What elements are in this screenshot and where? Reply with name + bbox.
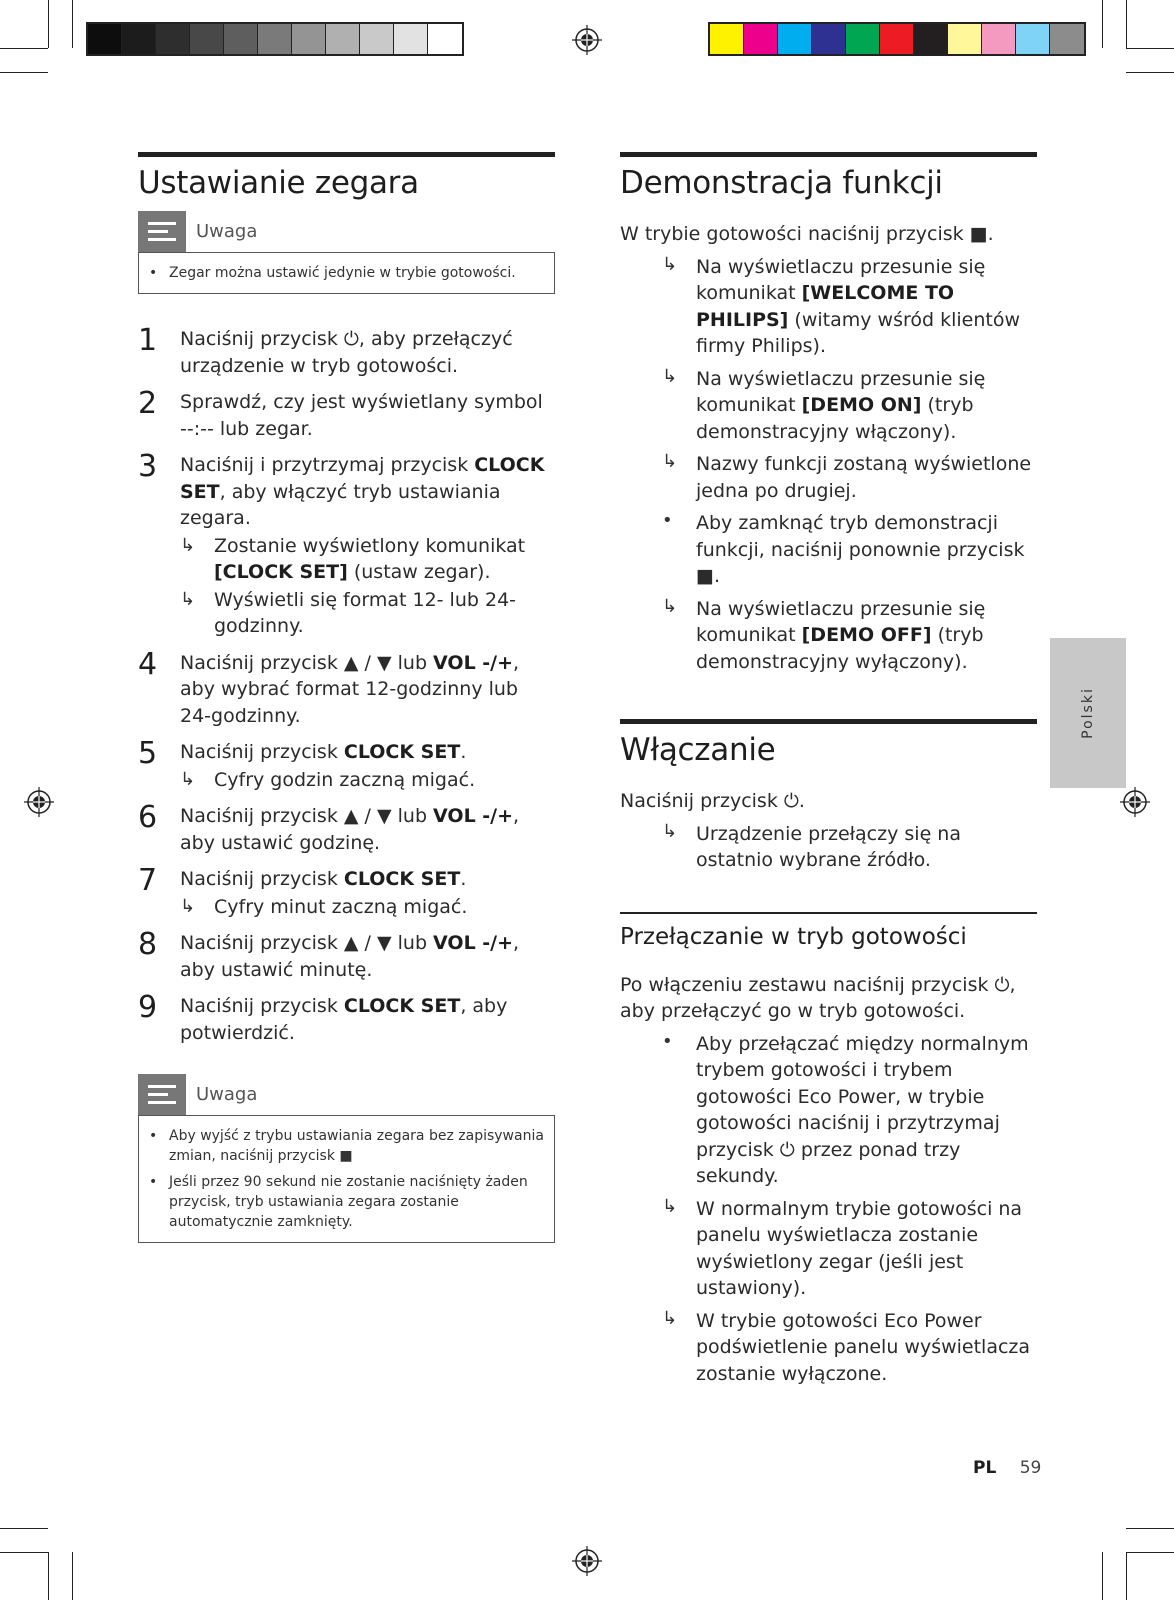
result-arrow-icon: ↳ <box>662 365 678 387</box>
result-item <box>662 451 1037 504</box>
text-run: Urządzenie przełączy się na ostatnio wybrane źródło. <box>696 822 961 871</box>
grayscale-calibration-bar <box>86 22 464 56</box>
section-title: Ustawianie zegara <box>138 152 555 203</box>
item-text <box>696 596 1037 676</box>
note-item-text: Jeśli przez 90 sekund nie zostanie naciśnięty żaden przycisk, tryb ustawiania zegara zostanie automatycznie zamknięty. <box>169 1174 528 1230</box>
color-swatch <box>1050 24 1084 54</box>
bold-term: [CLOCK SET] <box>214 561 348 583</box>
item-text <box>696 1308 1037 1388</box>
bold-term: CLOCK SET <box>343 741 461 763</box>
text-run: Naciśnij przycisk ⏻, aby przełączyć urządzenie w tryb gotowości. <box>180 328 513 377</box>
text-run: Naciśnij przycisk <box>180 741 344 763</box>
bold-term: [WELCOME TO PHILIPS] <box>696 282 955 331</box>
text-run: Sprawdź, czy jest wyświetlany symbol --:-- lub zegar. <box>180 391 543 440</box>
item-text <box>696 451 1037 504</box>
text-run: , aby ustawić minutę. <box>180 932 520 981</box>
subsection-title: Przełączanie w tryb gotowości <box>620 912 1037 952</box>
power-intro: Naciśnij przycisk ⏻. <box>620 790 805 812</box>
bullet-icon: • <box>662 510 673 531</box>
language-tab <box>1050 638 1126 788</box>
text-run: . <box>460 741 467 763</box>
text-run: Cyfry godzin zaczną migać. <box>214 768 476 791</box>
step-result <box>180 767 475 794</box>
section-title: Włączanie <box>620 719 1037 770</box>
step-text <box>180 739 475 793</box>
item-text <box>696 366 1037 446</box>
text-run: (witamy wśród klientów firmy Philips). <box>696 308 1020 357</box>
color-swatch <box>710 24 744 54</box>
bullet-icon: • <box>149 1174 158 1190</box>
step-result-text <box>214 767 475 794</box>
note-box <box>138 1074 555 1243</box>
color-swatch <box>156 24 190 54</box>
text-run: Aby zamknąć tryb demonstracji funkcji, naciśnij ponownie przycisk ■. <box>696 512 1025 587</box>
note-header <box>138 1074 555 1115</box>
standby-intro: Po włączeniu zestawu naciśnij przycisk ⏻, aby przełączyć go w tryb gotowości. <box>620 973 1016 1022</box>
text-run: Zostanie wyświetlony komunikat <box>214 534 526 557</box>
result-arrow-icon: ↳ <box>662 1195 678 1217</box>
text-run: Na wyświetlaczu przesunie się komunikat <box>696 597 986 646</box>
step-number: 9 <box>138 990 158 1025</box>
text-run: Aby przełączać między normalnym trybem gotowości i trybem gotowości Eco Power, w trybie gotowości naciśnij i przytrzymaj przycisk ⏻ przez ponad trzy sekundy. <box>696 1032 1029 1187</box>
step-item <box>138 449 555 640</box>
item-text <box>696 1196 1037 1302</box>
bullet-item <box>662 510 1037 590</box>
bullet-icon: • <box>149 1128 158 1144</box>
result-arrow-icon: ↳ <box>180 895 196 917</box>
result-arrow-icon: ↳ <box>662 595 678 617</box>
result-arrow-icon: ↳ <box>662 253 678 275</box>
text-run: Naciśnij przycisk <box>180 995 344 1017</box>
step-result-text <box>214 894 467 921</box>
text-run: Na wyświetlaczu przesunie się komunikat <box>696 367 986 416</box>
demo-items <box>620 254 1037 676</box>
item-text <box>696 821 1037 874</box>
text-run: Naciśnij przycisk <box>180 868 344 890</box>
text-run: , aby potwierdzić. <box>180 995 508 1044</box>
color-swatch <box>880 24 914 54</box>
step-text <box>180 930 555 983</box>
text-run: (ustaw zegar). <box>347 561 491 583</box>
item-text <box>696 1031 1037 1190</box>
text-run: (tryb demonstracyjny włączony). <box>696 394 974 443</box>
result-item <box>662 1196 1037 1302</box>
bold-term: CLOCK SET <box>343 868 461 890</box>
step-result-text <box>214 587 555 640</box>
step-item <box>138 800 555 856</box>
text-run: Nazwy funkcji zostaną wyświetlone jedna po drugiej. <box>696 453 1032 502</box>
step-item <box>138 736 555 793</box>
color-swatch <box>122 24 156 54</box>
registration-mark-icon <box>1120 787 1150 817</box>
color-swatch <box>428 24 462 54</box>
page-number: 59 <box>1019 1458 1042 1478</box>
color-swatch <box>914 24 948 54</box>
registration-mark-icon <box>24 787 54 817</box>
result-item <box>662 1308 1037 1388</box>
step-item <box>138 386 555 442</box>
language-tab-label: Polski <box>1080 687 1096 739</box>
result-arrow-icon: ↳ <box>662 820 678 842</box>
step-number: 8 <box>138 927 158 962</box>
section-title: Demonstracja funkcji <box>620 152 1037 203</box>
footer-language: PL <box>973 1458 997 1478</box>
result-arrow-icon: ↳ <box>662 451 678 472</box>
color-swatch <box>778 24 812 54</box>
step-result-text <box>214 533 555 586</box>
registration-mark-icon <box>572 25 602 55</box>
standby-items <box>620 1031 1037 1388</box>
text-run: . <box>460 868 467 890</box>
text-run: , aby włączyć tryb ustawiania zegara. <box>180 480 501 529</box>
result-item <box>662 366 1037 446</box>
result-arrow-icon: ↳ <box>180 768 196 790</box>
bold-term: CLOCK SET <box>343 995 461 1017</box>
text-run: Naciśnij przycisk ▲ / ▼ lub <box>180 932 434 954</box>
color-swatch <box>190 24 224 54</box>
step-text <box>180 993 555 1046</box>
text-run: Cyfry minut zaczną migać. <box>214 895 468 918</box>
step-text <box>180 803 555 856</box>
registration-mark-icon <box>572 1546 602 1576</box>
bold-term: [DEMO ON] <box>801 394 922 416</box>
bullet-icon: • <box>662 1030 673 1052</box>
steps-list <box>138 323 555 1046</box>
demo-intro: W trybie gotowości naciśnij przycisk ■. <box>620 223 994 245</box>
color-swatch <box>292 24 326 54</box>
step-text <box>180 389 555 442</box>
result-item <box>662 821 1037 874</box>
note-icon <box>138 1074 186 1115</box>
power-on-section <box>620 719 1037 874</box>
step-number: 7 <box>138 863 158 898</box>
step-text <box>180 452 555 640</box>
text-run: W normalnym trybie gotowości na panelu wyświetlacza zostanie wyświetlony zegar (jeśli jest ustawiony). <box>696 1197 1023 1299</box>
page-footer <box>973 1458 1041 1478</box>
color-swatch <box>812 24 846 54</box>
result-arrow-icon: ↳ <box>662 1307 678 1329</box>
note-body <box>138 252 555 294</box>
color-swatch <box>394 24 428 54</box>
step-number: 5 <box>138 736 158 771</box>
step-number: 6 <box>138 800 158 835</box>
note-icon <box>138 211 186 252</box>
result-arrow-icon: ↳ <box>180 534 196 556</box>
note-item-text: Zegar można ustawić jedynie w trybie gotowości. <box>169 265 516 281</box>
text-run: , aby wybrać format 12-godzinny lub 24-godzinny. <box>180 651 520 727</box>
text-run: Naciśnij przycisk ▲ / ▼ lub <box>180 651 434 674</box>
step-item <box>138 927 555 983</box>
step-item <box>138 323 555 379</box>
step-item <box>138 990 555 1046</box>
color-swatch <box>948 24 982 54</box>
step-number: 1 <box>138 323 158 358</box>
note-header <box>138 211 555 252</box>
step-text <box>180 650 555 730</box>
result-item <box>662 596 1037 676</box>
step-result <box>180 894 467 921</box>
step-text <box>180 866 467 920</box>
note-item-text: Aby wyjść z trybu ustawiania zegara bez zapisywania zmian, naciśnij przycisk ■ <box>169 1128 544 1164</box>
color-swatch <box>982 24 1016 54</box>
color-swatch <box>224 24 258 54</box>
step-result <box>180 533 555 586</box>
bold-term: VOL -/+ <box>433 805 514 827</box>
note-label: Uwaga <box>196 1084 258 1105</box>
note-label: Uwaga <box>196 221 258 242</box>
color-calibration-bar <box>708 22 1086 56</box>
color-swatch <box>744 24 778 54</box>
color-swatch <box>326 24 360 54</box>
step-number: 2 <box>138 386 158 421</box>
step-item <box>138 646 555 730</box>
bold-term: VOL -/+ <box>433 932 514 954</box>
text-run: Naciśnij przycisk ▲ / ▼ lub <box>180 805 434 827</box>
bold-term: [DEMO OFF] <box>801 624 932 646</box>
result-item <box>662 254 1037 360</box>
step-number: 3 <box>138 449 158 484</box>
bullet-icon: • <box>149 265 158 281</box>
color-swatch <box>1016 24 1050 54</box>
step-item <box>138 863 555 920</box>
note-item <box>149 263 544 283</box>
text-run: , aby ustawić godzinę. <box>180 805 520 854</box>
right-column <box>620 152 1037 1387</box>
bold-term: VOL -/+ <box>433 651 514 674</box>
bold-term: CLOCK SET <box>180 454 545 503</box>
item-text <box>696 254 1037 360</box>
text-run: Wyświetli się format 12- lub 24-godzinny. <box>214 588 517 637</box>
color-swatch <box>88 24 122 54</box>
note-item <box>149 1126 544 1166</box>
color-swatch <box>258 24 292 54</box>
step-number: 4 <box>138 646 158 682</box>
color-swatch <box>846 24 880 54</box>
standby-section <box>620 912 1037 1388</box>
power-items <box>620 821 1037 874</box>
note-box <box>138 211 555 294</box>
demo-section <box>620 152 1037 675</box>
result-arrow-icon: ↳ <box>180 588 196 610</box>
clock-setting-section <box>138 152 555 1243</box>
note-item <box>149 1172 544 1232</box>
bullet-item <box>662 1031 1037 1190</box>
item-text <box>696 510 1037 590</box>
text-run: Na wyświetlaczu przesunie się komunikat <box>696 255 986 304</box>
text-run: W trybie gotowości Eco Power podświetlenie panelu wyświetlacza zostanie wyłączone. <box>696 1309 1031 1385</box>
step-result <box>180 587 555 640</box>
color-swatch <box>360 24 394 54</box>
note-body <box>138 1115 555 1243</box>
text-run: Naciśnij i przytrzymaj przycisk <box>180 454 475 476</box>
text-run: (tryb demonstracyjny wyłączony). <box>696 624 984 673</box>
step-text <box>180 326 555 379</box>
